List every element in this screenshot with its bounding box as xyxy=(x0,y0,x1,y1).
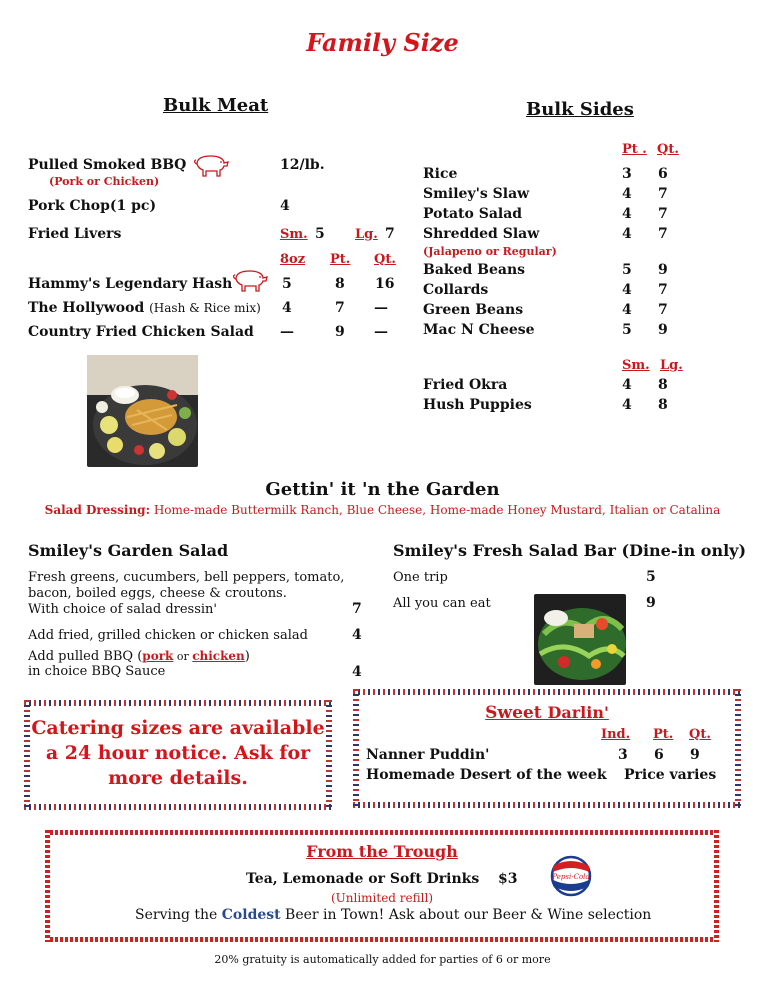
all-you-can-eat-price: 9 xyxy=(646,595,656,611)
list-item-pt: 3 xyxy=(622,166,632,182)
add-bbq-price: 4 xyxy=(352,664,362,680)
sides-col-sm: Sm. xyxy=(622,358,650,373)
trough-box xyxy=(45,830,719,942)
list-item: Smiley's Slaw xyxy=(423,186,530,202)
fried-livers-lg-label: Lg. xyxy=(355,227,378,242)
hollywood-note: (Hash & Rice mix) xyxy=(149,301,261,315)
chicken-salad-qt: — xyxy=(374,324,388,340)
list-item-lg: 8 xyxy=(658,397,668,413)
coldest-word: Coldest xyxy=(221,907,281,923)
list-item-sm: 4 xyxy=(622,397,632,413)
bulk-meat-heading: Bulk Meat xyxy=(163,95,269,116)
gratuity-note: 20% gratuity is automatically added for parties of 6 or more xyxy=(214,953,551,966)
pepsi-logo-icon xyxy=(550,854,592,898)
hash-qt: 16 xyxy=(375,276,395,292)
list-item: Green Beans xyxy=(423,302,524,318)
pulled-bbq-name: Pulled Smoked BBQ xyxy=(28,157,187,173)
catering-line-3: more details. xyxy=(108,767,248,789)
sweet-col-qt: Qt. xyxy=(689,727,711,742)
desert-name: Homemade Desert of the week xyxy=(366,767,607,783)
chicken-salad-photo xyxy=(87,355,198,467)
add-bbq-line-2: in choice BBQ Sauce xyxy=(28,664,166,679)
desert-price: Price varies xyxy=(624,767,717,783)
nanner-puddin-qt: 9 xyxy=(690,747,700,763)
bulk-sides-heading: Bulk Sides xyxy=(526,99,634,120)
list-item-qt: 9 xyxy=(658,262,668,278)
catering-box xyxy=(24,700,332,810)
sweet-darlin-box xyxy=(353,689,741,808)
list-item: Collards xyxy=(423,282,489,298)
sides-col-pt: Pt . xyxy=(622,142,647,157)
garden-salad-price: 7 xyxy=(352,601,362,617)
all-you-can-eat-label: All you can eat xyxy=(393,596,491,611)
hollywood-name: The Hollywood (Hash & Rice mix) xyxy=(28,300,261,316)
list-item: Hush Puppies xyxy=(423,397,532,413)
nanner-puddin-ind: 3 xyxy=(618,747,628,763)
list-item: Potato Salad xyxy=(423,206,523,222)
one-trip-label: One trip xyxy=(393,570,448,585)
list-item-pt: 4 xyxy=(622,206,632,222)
nanner-puddin-pt: 6 xyxy=(654,747,664,763)
list-item: Mac N Cheese xyxy=(423,322,535,338)
dressing-label: Salad Dressing: xyxy=(44,503,150,517)
salad-bar-photo xyxy=(534,594,626,685)
list-item-pt: 4 xyxy=(622,282,632,298)
pork-chop-price: 4 xyxy=(280,198,290,214)
garden-salad-desc-3: With choice of salad dressin' xyxy=(28,602,217,617)
add-bbq-pork: pork xyxy=(142,649,174,663)
sides-col-qt: Qt. xyxy=(657,142,679,157)
list-item-lg: 8 xyxy=(658,377,668,393)
garden-salad-desc-1: Fresh greens, cucumbers, bell peppers, tomato, xyxy=(28,570,345,585)
sweet-col-pt: Pt. xyxy=(653,727,674,742)
list-item-qt: 7 xyxy=(658,186,668,202)
pig-icon xyxy=(193,152,229,178)
add-chicken-line: Add fried, grilled chicken or chicken salad xyxy=(28,628,308,643)
chicken-salad-name: Country Fried Chicken Salad xyxy=(28,324,254,340)
meat-col-pt: Pt. xyxy=(330,252,351,267)
fried-livers-lg-price: 7 xyxy=(385,226,395,242)
sides-col-lg: Lg. xyxy=(660,358,683,373)
slaw-note: (Jalapeno or Regular) xyxy=(423,245,557,258)
meat-col-qt: Qt. xyxy=(374,252,396,267)
garden-heading: Gettin' it 'n the Garden xyxy=(265,479,500,500)
sweet-col-ind: Ind. xyxy=(601,727,631,742)
list-item: Rice xyxy=(423,166,458,182)
hash-8oz: 5 xyxy=(282,276,292,292)
garden-salad-desc-2: bacon, boiled eggs, cheese & croutons. xyxy=(28,586,287,601)
chicken-salad-pt: 9 xyxy=(335,324,345,340)
pork-chop-name: Pork Chop(1 pc) xyxy=(28,198,157,214)
list-item-qt: 6 xyxy=(658,166,668,182)
pulled-bbq-price: 12/lb. xyxy=(280,157,325,173)
list-item: Shredded Slaw xyxy=(423,226,540,242)
fried-livers-name: Fried Livers xyxy=(28,226,122,242)
list-item-qt: 7 xyxy=(658,206,668,222)
list-item-pt: 4 xyxy=(622,226,632,242)
catering-line-1: Catering sizes are available xyxy=(31,717,325,739)
dressing-list: Home-made Buttermilk Ranch, Blue Cheese, Home-made Honey Mustard, Italian or Catalina xyxy=(150,503,721,517)
trough-heading: From the Trough xyxy=(306,842,458,861)
catering-line-2: a 24 hour notice. Ask for xyxy=(45,742,311,764)
add-bbq-chicken: chicken xyxy=(192,649,245,663)
salad-bar-heading: Smiley's Fresh Salad Bar (Dine-in only) xyxy=(393,541,747,560)
list-item-qt: 7 xyxy=(658,282,668,298)
chicken-salad-8oz: — xyxy=(280,324,294,340)
add-chicken-price: 4 xyxy=(352,627,362,643)
fried-livers-sm-label: Sm. xyxy=(280,227,308,242)
list-item: Baked Beans xyxy=(423,262,526,278)
list-item-qt: 7 xyxy=(658,302,668,318)
sweet-darlin-heading: Sweet Darlin' xyxy=(485,703,609,723)
pulled-bbq-note: (Pork or Chicken) xyxy=(49,175,160,188)
nanner-puddin-name: Nanner Puddin' xyxy=(366,747,490,763)
pepsi-logo-text: Pepsi-Cola xyxy=(552,873,590,881)
list-item-sm: 4 xyxy=(622,377,632,393)
list-item-pt: 5 xyxy=(622,262,632,278)
list-item-qt: 7 xyxy=(658,226,668,242)
meat-col-8oz: 8oz xyxy=(280,252,306,267)
hash-name: Hammy's Legendary Hash xyxy=(28,276,233,292)
fried-livers-sm-price: 5 xyxy=(315,226,325,242)
list-item-pt: 5 xyxy=(622,322,632,338)
list-item-pt: 4 xyxy=(622,302,632,318)
drinks-label: Tea, Lemonade or Soft Drinks xyxy=(246,871,480,887)
list-item-pt: 4 xyxy=(622,186,632,202)
refill-note: (Unlimited refill) xyxy=(330,891,434,905)
list-item-qt: 9 xyxy=(658,322,668,338)
dressing-line xyxy=(0,503,765,517)
pig-icon xyxy=(232,267,268,293)
drinks-price: $3 xyxy=(498,871,518,887)
hollywood-qt: — xyxy=(374,300,388,316)
one-trip-price: 5 xyxy=(646,569,656,585)
add-bbq-line: Add pulled BBQ (pork or chicken) xyxy=(28,649,250,664)
serving-line: Serving the Coldest Beer in Town! Ask about our Beer & Wine selection xyxy=(135,907,652,923)
hollywood-8oz: 4 xyxy=(282,300,292,316)
list-item: Fried Okra xyxy=(423,377,508,393)
garden-salad-heading: Smiley's Garden Salad xyxy=(28,541,229,560)
hollywood-pt: 7 xyxy=(335,300,345,316)
page-title: Family Size xyxy=(306,28,459,57)
hash-pt: 8 xyxy=(335,276,345,292)
